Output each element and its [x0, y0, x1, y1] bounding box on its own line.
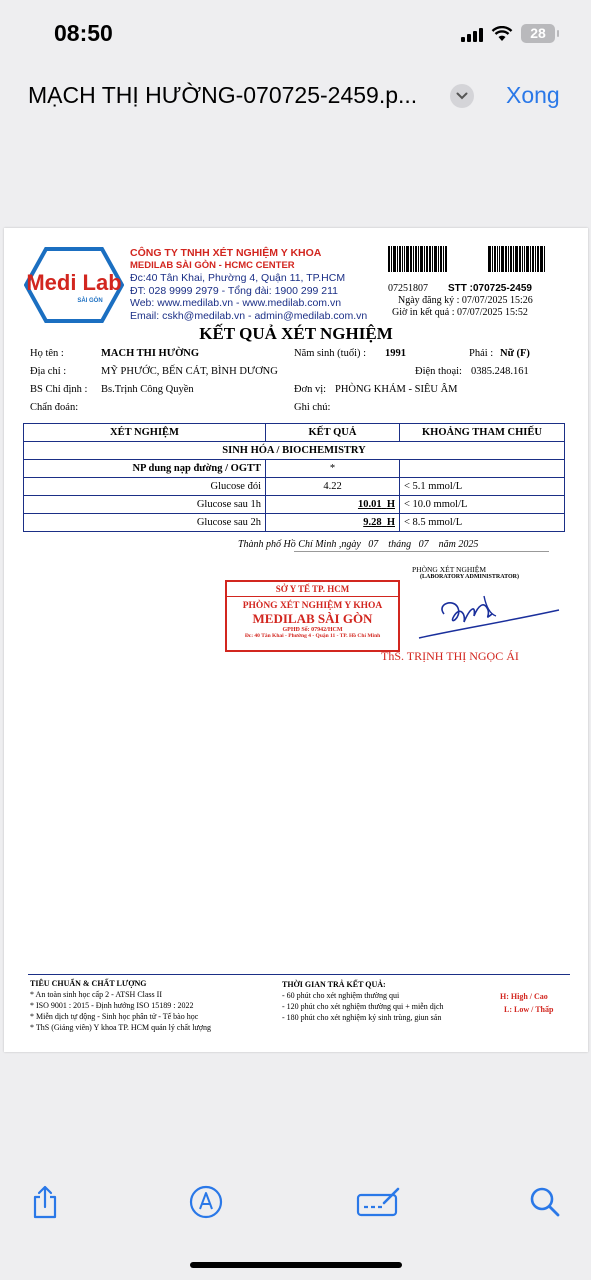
divider	[294, 551, 549, 552]
status-time: 08:50	[54, 20, 113, 46]
print-time-label: Giờ in kết quả :	[392, 307, 455, 318]
list-item: - 60 phút cho xét nghiệm thường qui	[282, 991, 400, 1000]
section-row	[24, 442, 565, 460]
diagnosis-label: Chẩn đoán:	[30, 402, 79, 413]
test-name: Glucose đói	[24, 478, 266, 496]
stamp-line1: PHÒNG XÉT NGHIỆM Y KHOA	[242, 601, 383, 611]
reg-date-label: Ngày đăng ký :	[398, 295, 460, 306]
print-time: 07/07/2025 15:52	[457, 307, 528, 318]
share-icon	[31, 1185, 59, 1219]
legend-high: H: High / Cao	[500, 992, 548, 1001]
test-result: 9.28 H	[266, 514, 400, 532]
col-result-header: KẾT QUẢ	[266, 424, 400, 442]
document-title[interactable]: MẠCH THỊ HƯỜNG-070725-2459.p...	[28, 82, 418, 108]
home-indicator[interactable]	[190, 1262, 402, 1268]
search-button[interactable]	[525, 1180, 565, 1224]
footer-divider	[28, 974, 570, 975]
list-item: - 180 phút cho xét nghiệm ký sinh trùng, giun sán	[282, 1013, 442, 1022]
signature-icon	[356, 1187, 402, 1217]
company-name: CÔNG TY TNHH XÉT NGHIỆM Y KHOA	[130, 247, 322, 259]
flag-legend	[500, 990, 553, 1016]
stt-number: STT :070725-2459	[448, 283, 532, 294]
company-web: Web: www.medilab.vn - www.medilab.com.vn	[130, 297, 342, 309]
table-row	[24, 460, 565, 478]
signer-name: ThS. TRỊNH THỊ NGỌC ÁI	[381, 649, 519, 663]
turnaround-block	[282, 979, 444, 1023]
col-test-header: XÉT NGHIỆM	[24, 424, 266, 442]
stamp-license: GPHĐ Số: 07942/HCM	[282, 627, 343, 633]
test-result: 4.22	[266, 478, 400, 496]
test-name: Glucose sau 1h	[24, 496, 266, 514]
sex-label: Phái :	[469, 348, 494, 359]
high-flag: H	[386, 499, 395, 510]
report-meta	[388, 283, 533, 319]
company-address: Đc:40 Tân Khai, Phường 4, Quận 11, TP.HCM	[130, 272, 346, 284]
legend-low: L: Low / Thấp	[504, 1005, 554, 1014]
status-bar	[0, 0, 591, 70]
company-info	[130, 247, 367, 322]
sample-code: 07251807	[388, 283, 428, 294]
company-email: Email: cskh@medilab.vn - admin@medilab.com.vn	[130, 309, 368, 322]
doctor-name: Bs.Trịnh Công Quyền	[101, 384, 194, 395]
medilab-logo	[24, 246, 124, 324]
section-title: SINH HÓA / BIOCHEMISTRY	[24, 442, 565, 460]
stamp-top: SỞ Y TẾ TP. HCM	[227, 582, 398, 597]
list-item: * An toàn sinh học cấp 2 - ATSH Class II	[30, 990, 162, 999]
share-button[interactable]	[25, 1180, 65, 1224]
signature-role: PHÒNG XÉT NGHIỆM	[412, 565, 487, 574]
table-row	[24, 478, 565, 496]
markup-icon	[189, 1185, 223, 1219]
markup-button[interactable]	[186, 1180, 226, 1224]
quality-title: TIÊU CHUẨN & CHẤT LƯỢNG	[30, 979, 147, 988]
list-item: - 120 phút cho xét nghiệm thường qui + miễn dịch	[282, 1002, 444, 1011]
test-ref: < 5.1 mmol/L	[400, 478, 565, 496]
test-ref: < 8.5 mmol/L	[400, 514, 565, 532]
logo-text: Medi Lab	[26, 270, 122, 295]
bottom-toolbar	[0, 1180, 591, 1230]
stamp-line2: MEDILAB SÀI GÒN	[252, 611, 373, 626]
nav-bar	[0, 78, 591, 118]
reg-date: 07/07/2025 15:26	[461, 295, 533, 306]
doctor-label: BS Chỉ định :	[30, 384, 88, 395]
list-item: * ISO 9001 : 2015 - Định hướng ISO 15189 : 2022	[30, 1001, 194, 1010]
patient-address: MỸ PHƯỚC, BẾN CÁT, BÌNH DƯƠNG	[101, 366, 278, 377]
lab-stamp	[225, 580, 400, 652]
stamp-address: Đc: 40 Tân Khai - Phường 4 - Quận 11 - TP. Hồ Chí Minh	[244, 633, 381, 639]
search-icon	[529, 1186, 561, 1218]
address-label: Địa chỉ :	[30, 366, 67, 377]
unit-value: PHÒNG KHÁM - SIÊU ÂM	[335, 384, 458, 395]
list-item: * Miễn dịch tự động - Sinh học phân tử - Tế bào học	[30, 1012, 199, 1021]
patient-phone: 0385.248.161	[471, 366, 529, 377]
list-item: * ThS (Giảng viên) Y khoa TP. HCM quản lý chất lượng	[30, 1023, 211, 1032]
company-phone: ĐT: 028 9999 2979 - Tổng đài: 1900 299 211	[130, 284, 339, 297]
note-label: Ghi chú:	[294, 402, 331, 413]
results-table	[23, 423, 565, 532]
cellular-signal-icon	[461, 26, 483, 42]
chevron-down-icon	[456, 92, 468, 100]
time-title: THỜI GIAN TRẢ KẾT QUẢ:	[282, 980, 386, 989]
done-button[interactable]: Xong	[506, 82, 560, 108]
test-ref: < 10.0 mmol/L	[400, 496, 565, 514]
table-row	[24, 514, 565, 532]
test-result: 10.01 H	[266, 496, 400, 514]
test-name: Glucose sau 2h	[24, 514, 266, 532]
signature-role-en: (LABORATORY ADMINISTRATOR)	[420, 574, 519, 580]
battery-icon: 28	[521, 24, 555, 43]
handwritten-signature	[414, 586, 564, 646]
logo-subtext: SÀI GÒN	[77, 298, 103, 304]
title-menu-button[interactable]	[450, 84, 474, 108]
patient-name: MACH THI HƯỜNG	[101, 348, 200, 359]
date-line: Thành phố Hồ Chí Minh ,ngày 07 tháng 07 năm 2025	[238, 539, 479, 550]
birth-label: Năm sinh (tuổi) :	[294, 348, 367, 359]
sex-value: Nữ (F)	[500, 348, 530, 359]
company-branch: MEDILAB SÀI GÒN - HCMC CENTER	[130, 259, 295, 271]
report-title: KẾT QUẢ XÉT NGHIỆM	[199, 324, 393, 343]
barcode-right	[488, 246, 566, 272]
patient-name-label: Họ tên :	[30, 348, 64, 359]
group-name: NP dung nạp đường / OGTT	[24, 460, 266, 478]
table-header-row	[24, 424, 565, 442]
phone-label: Điện thoại:	[415, 366, 462, 377]
wifi-icon	[491, 26, 513, 42]
barcode-left	[388, 246, 468, 272]
status-icons	[461, 24, 555, 43]
col-ref-header: KHOẢNG THAM CHIẾU	[400, 424, 565, 442]
pdf-page	[4, 228, 588, 1052]
signature-button[interactable]	[355, 1180, 403, 1224]
high-flag: H	[386, 517, 395, 528]
quality-block	[30, 978, 211, 1033]
table-row	[24, 496, 565, 514]
group-result: *	[266, 460, 400, 478]
unit-label: Đơn vị:	[294, 384, 327, 395]
birth-year: 1991	[385, 348, 406, 359]
